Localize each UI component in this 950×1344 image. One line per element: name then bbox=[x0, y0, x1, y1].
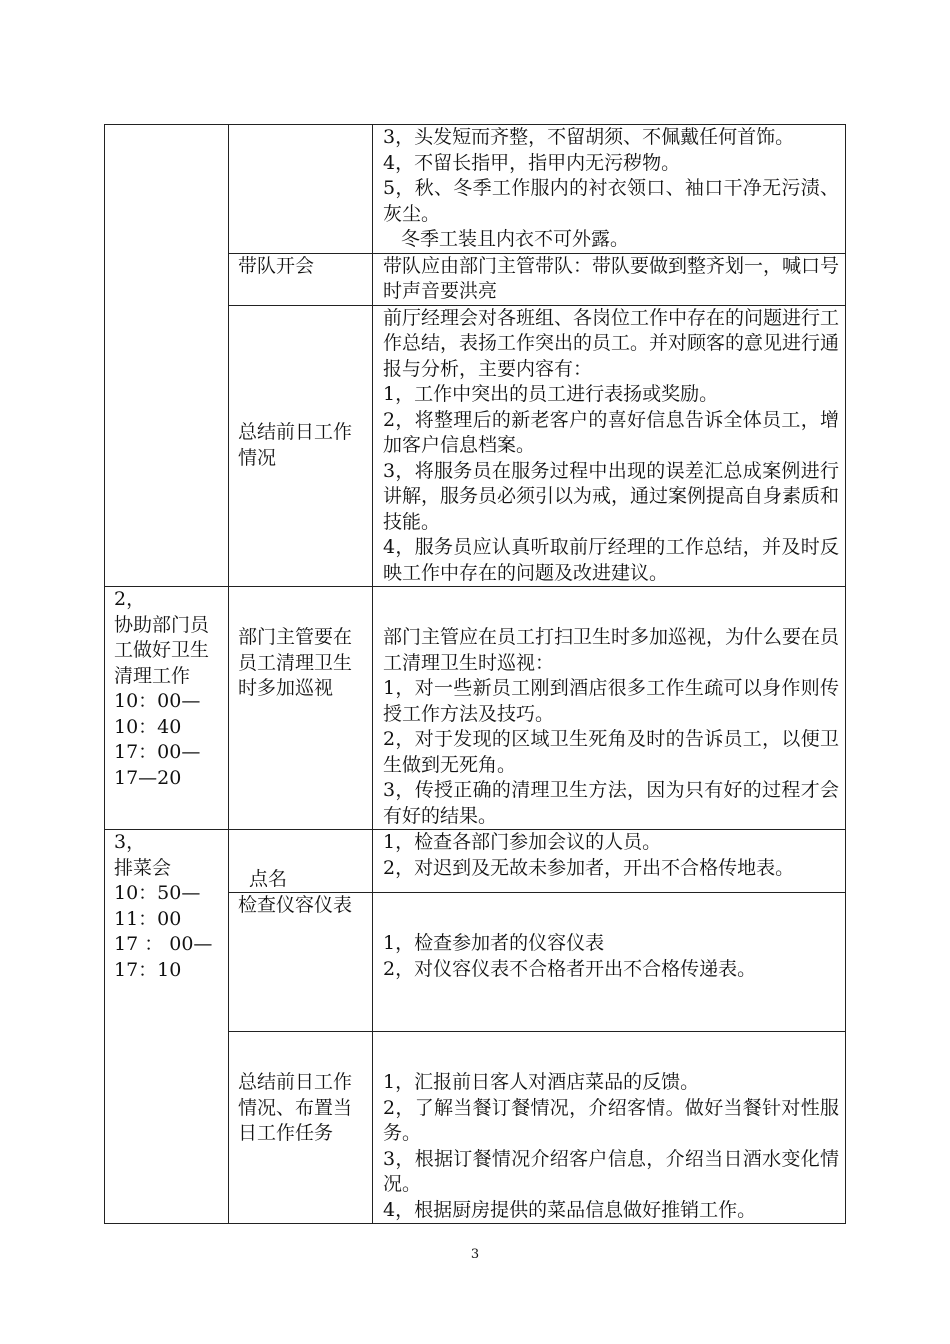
item-label: 带队开会 bbox=[238, 254, 315, 277]
detail-line: 2，了解当餐订餐情况，介绍客情。做好当餐针对性服务。 bbox=[383, 1096, 839, 1144]
item-cell bbox=[229, 253, 373, 305]
detail-line: 2，对于发现的区域卫生死角及时的告诉员工，以便卫生做到无死角。 bbox=[383, 728, 839, 776]
detail-line: 4，不留长指甲，指甲内无污秽物。 bbox=[383, 151, 681, 174]
detail-line: 3，传授正确的清理卫生方法，因为只有好的过程才会有好的结果。 bbox=[383, 779, 839, 827]
detail-cell bbox=[373, 253, 846, 305]
detail-line: 冬季工装且内衣不可外露。 bbox=[401, 228, 630, 250]
detail-line: 2，将整理后的新老客户的喜好信息告诉全体员工，增加客户信息档案。 bbox=[383, 408, 839, 456]
detail-line: 前厅经理会对各班组、各岗位工作中存在的问题进行工作总结，表扬工作突出的员工。并对顾客的意见进行通报与分析，主要内容有： bbox=[383, 306, 840, 380]
step-cell bbox=[105, 125, 229, 587]
item-cell bbox=[229, 305, 373, 587]
step-line: 3， bbox=[114, 831, 146, 853]
step-line: 10：00—10：40 bbox=[114, 690, 201, 738]
detail-cell bbox=[373, 893, 846, 1032]
item-label: 点名 bbox=[249, 867, 288, 890]
detail-line: 3，根据订餐情况介绍客户信息，介绍当日酒水变化情况。 bbox=[383, 1147, 839, 1195]
step-cell bbox=[105, 830, 229, 1224]
detail-line: 2，对仪容仪表不合格者开出不合格传递表。 bbox=[383, 957, 757, 980]
detail-line: 1，检查各部门参加会议的人员。 bbox=[383, 831, 662, 853]
detail-line: 部门主管应在员工打扫卫生时多加巡视，为什么要在员工清理卫生时巡视： bbox=[383, 626, 840, 674]
detail-line: 4，服务员应认真听取前厅经理的工作总结，并及时反映工作中存在的问题及改进建议。 bbox=[383, 536, 839, 584]
item-cell bbox=[229, 125, 373, 254]
detail-line: 1，对一些新员工刚到酒店很多工作生疏可以身作则传授工作方法及技巧。 bbox=[383, 677, 839, 725]
item-label: 总结前日工作情况、布置当日工作任务 bbox=[238, 1071, 353, 1144]
detail-line: 1，工作中突出的员工进行表扬或奖励。 bbox=[383, 383, 719, 405]
item-cell bbox=[229, 893, 373, 1032]
page-number: 3 bbox=[470, 1247, 480, 1262]
procedure-table bbox=[104, 124, 846, 1224]
detail-cell bbox=[373, 587, 846, 830]
item-label: 部门主管要在员工清理卫生时多加巡视 bbox=[238, 626, 353, 699]
table-row bbox=[105, 587, 846, 830]
step-line: 10：50—11：00 bbox=[114, 882, 201, 930]
detail-line: 1，汇报前日客人对酒店菜品的反馈。 bbox=[383, 1071, 700, 1093]
item-cell bbox=[229, 1032, 373, 1224]
step-line: 排菜会 bbox=[114, 856, 172, 879]
step-line: 17 ： 00—17：10 bbox=[114, 933, 213, 981]
table-row bbox=[105, 125, 846, 254]
step-line: 协助部门员工做好卫生清理工作 bbox=[114, 613, 210, 687]
detail-line: 5，秋、冬季工作服内的衬衣领口、袖口干净无污渍、灰尘。 bbox=[383, 177, 839, 225]
table-row bbox=[105, 830, 846, 893]
item-cell bbox=[229, 587, 373, 830]
detail-line: 4，根据厨房提供的菜品信息做好推销工作。 bbox=[383, 1198, 757, 1221]
detail-line: 3，将服务员在服务过程中出现的误差汇总成案例进行讲解，服务员必须引以为戒，通过案例提高自身素质和技能。 bbox=[383, 459, 840, 533]
detail-cell bbox=[373, 305, 846, 587]
item-label: 总结前日工作情况 bbox=[238, 421, 353, 469]
detail-text: 带队应由部门主管带队：带队要做到整齐划一，喊口号时声音要洪亮 bbox=[383, 254, 840, 302]
detail-line: 1，检查参加者的仪容仪表 bbox=[383, 932, 605, 954]
detail-cell bbox=[373, 830, 846, 893]
step-line: 2， bbox=[114, 588, 146, 610]
item-cell bbox=[229, 830, 373, 893]
detail-line: 3，头发短而齐整，不留胡须、不佩戴任何首饰。 bbox=[383, 126, 795, 148]
step-cell bbox=[105, 587, 229, 830]
detail-cell bbox=[373, 125, 846, 254]
detail-line: 2，对迟到及无故未参加者，开出不合格传地表。 bbox=[383, 856, 795, 879]
step-line: 17：00—17—20 bbox=[114, 741, 201, 789]
detail-cell bbox=[373, 1032, 846, 1224]
item-label: 检查仪容仪表 bbox=[238, 894, 353, 916]
